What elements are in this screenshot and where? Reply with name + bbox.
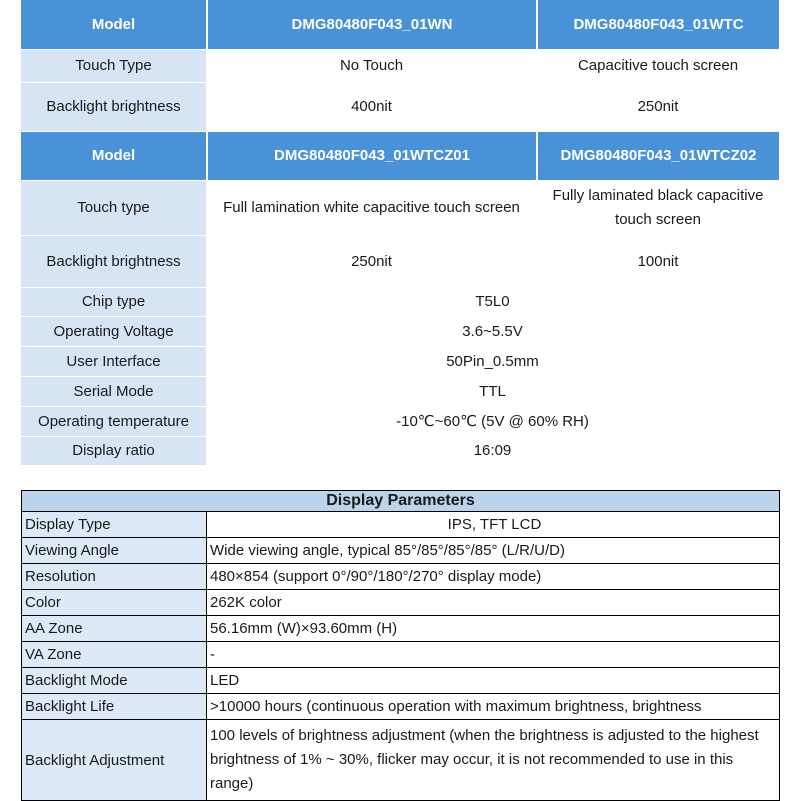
spec-table [21,0,779,466]
row-label: Backlight Mode [22,668,207,693]
cell-value: 56.16mm (W)×93.60mm (H) [210,619,398,637]
display-parameters-table [21,490,780,801]
row-label: Backlight Adjustment [22,720,207,800]
row-label: Touch type [21,181,206,235]
row-label: Chip type [21,288,206,316]
display-parameters-title: Display Parameters [22,491,779,512]
row-label: Operating temperature [21,407,206,436]
row-label: Resolution [22,564,207,589]
cell-value: >10000 hours (continuous operation with maximum brightness, brightness [210,697,702,715]
row-label: Backlight Life [22,694,207,719]
common-row [21,377,779,407]
table-row [22,720,779,800]
row-label: Viewing Angle [22,538,207,563]
cell-value: LED [210,671,240,689]
cell-value: 250nit [536,83,779,131]
cell-value: 3.6~5.5V [206,317,779,346]
model-name: DMG80480F043_01WTCZ02 [536,132,779,180]
table-row [22,564,779,590]
table-row [22,668,779,694]
model-header-label: Model [21,0,206,49]
row-label: Backlight brightness [21,236,206,287]
cell-value: Fully laminated black capacitive touch screen [536,181,779,235]
common-row [21,288,779,317]
cell-value: 100nit [536,236,779,287]
table-row [22,694,779,720]
cell-value: - [210,645,215,663]
cell-value: Full lamination white capacitive touch screen [206,181,536,235]
cell-value: 250nit [206,236,536,287]
cell-value: IPS, TFT LCD [447,515,542,533]
row-label: Touch Type [21,50,206,82]
cell-value: 50Pin_0.5mm [206,347,779,376]
cell-value: 400nit [206,83,536,131]
row-label: Backlight brightness [21,83,206,131]
cell-value: T5L0 [206,288,779,316]
cell-value: Wide viewing angle, typical 85°/85°/85°/85° (L/R/U/D) [210,541,565,559]
model-name: DMG80480F043_01WN [206,0,536,49]
cell-value: TTL [206,377,779,406]
model-header-label: Model [21,132,206,180]
cell-value: 480×854 (support 0°/90°/180°/270° display mode) [210,567,542,585]
cell-value: No Touch [206,50,536,82]
common-row [21,317,779,347]
cell-value: 100 levels of brightness adjustment (when the brightness is adjusted to the highest brightness of 1% ~ 30%, flicker may occur, it is not recommended to use in this range) [210,727,759,792]
cell-value: -10℃~60℃ (5V @ 60% RH) [206,407,779,436]
row-label: Display ratio [21,437,206,465]
table-row [22,642,779,668]
row-label: Operating Voltage [21,317,206,346]
model-name: DMG80480F043_01WTC [536,0,779,49]
model-name: DMG80480F043_01WTCZ01 [206,132,536,180]
cell-value: 16:09 [206,437,779,465]
common-row [21,437,779,466]
model-header-row-a [21,0,779,50]
touch-type-row-a [21,50,779,83]
brightness-row-b [21,236,779,288]
table-row [22,590,779,616]
row-label: Display Type [22,512,207,537]
common-row [21,407,779,437]
cell-value: 262K color [210,593,282,611]
row-label: AA Zone [22,616,207,641]
row-label: Serial Mode [21,377,206,406]
model-header-row-b [21,132,779,181]
brightness-row-a [21,83,779,132]
table-row [22,538,779,564]
table-row [22,616,779,642]
touch-type-row-b [21,181,779,236]
row-label: Color [22,590,207,615]
row-label: VA Zone [22,642,207,667]
common-row [21,347,779,377]
table-row [22,512,779,538]
cell-value: Capacitive touch screen [536,50,779,82]
row-label: User Interface [21,347,206,376]
